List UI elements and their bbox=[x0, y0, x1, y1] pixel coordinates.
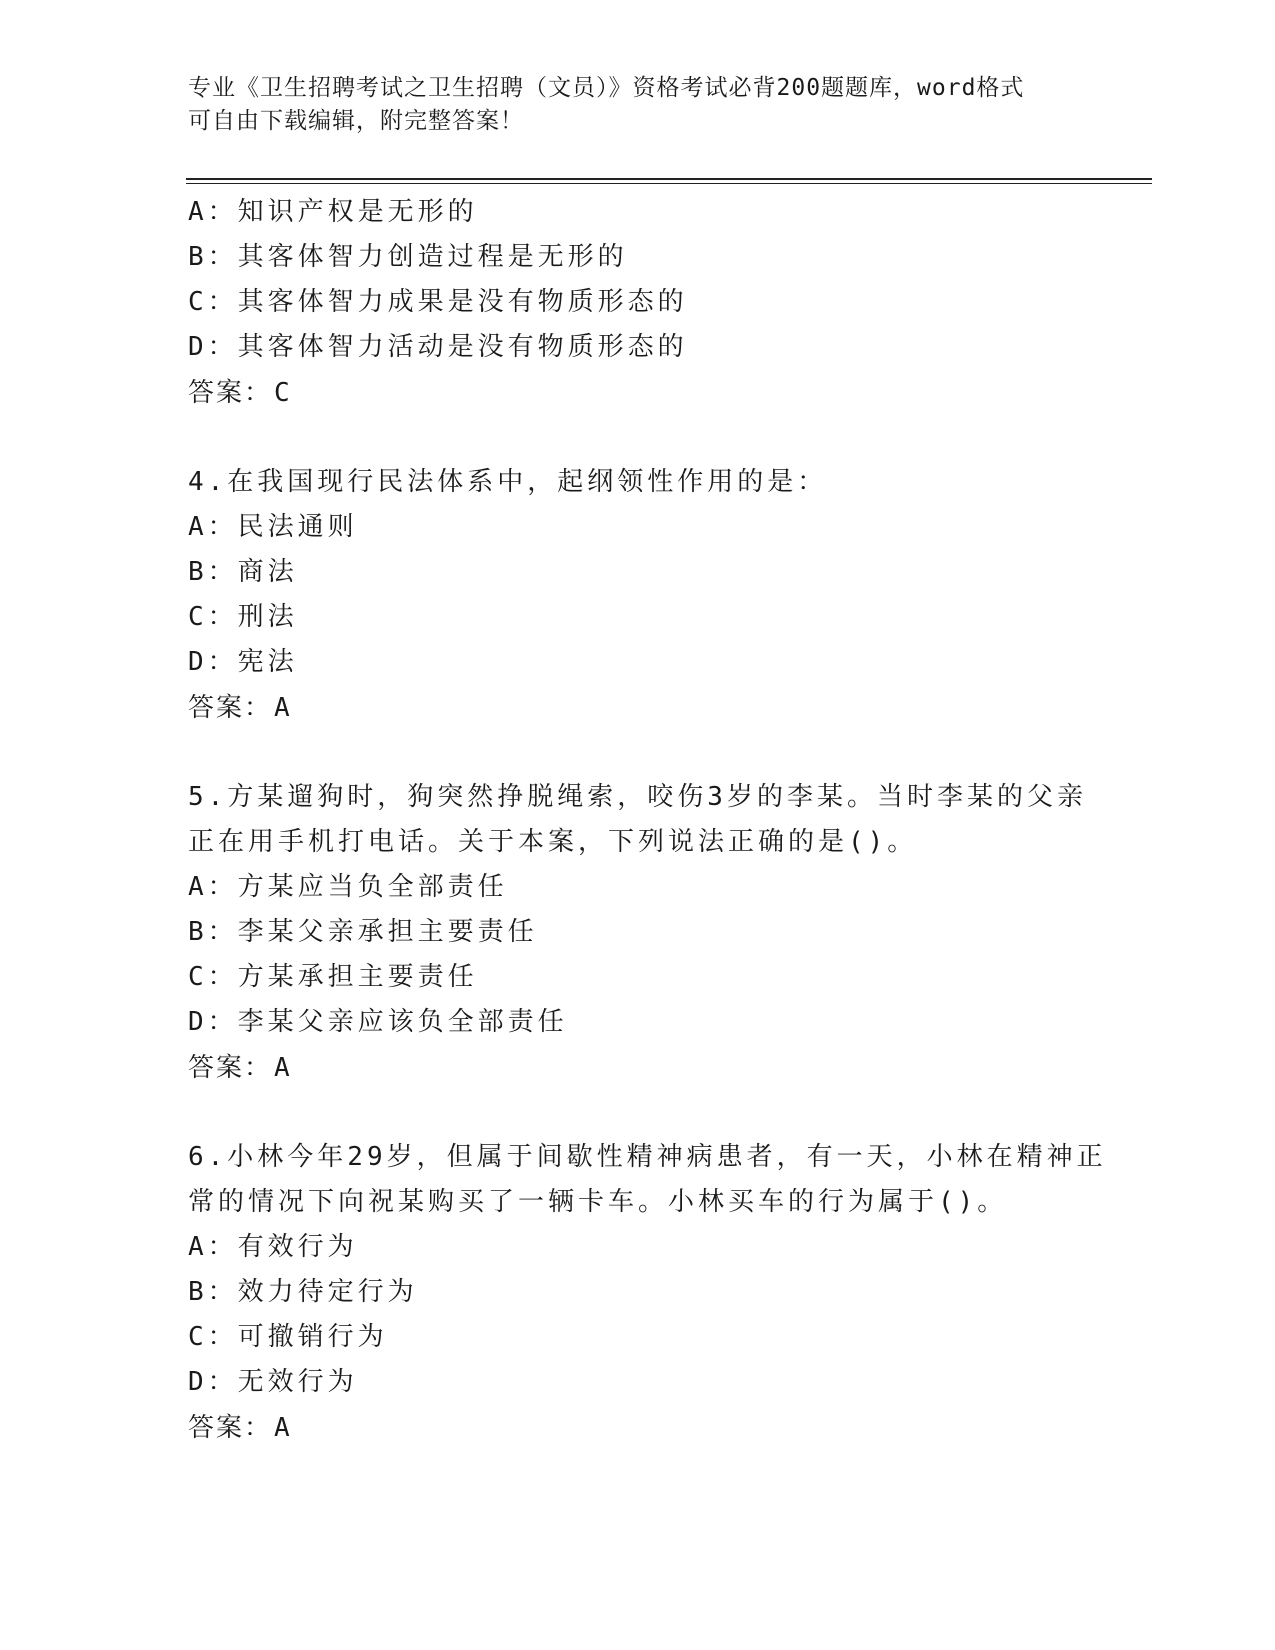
answer-label: 答案： bbox=[188, 378, 273, 408]
option-b: B：李某父亲承担主要责任 bbox=[188, 917, 538, 947]
header-divider-thin bbox=[186, 183, 1152, 184]
question-3 bbox=[188, 190, 1088, 416]
answer-line bbox=[188, 370, 1088, 416]
option-d: D：无效行为 bbox=[188, 1367, 358, 1397]
spacer bbox=[188, 1091, 1088, 1135]
option-a: A：民法通则 bbox=[188, 512, 358, 542]
answer-value: C bbox=[274, 378, 292, 408]
header-line-2: 可自由下载编辑，附完整答案！ bbox=[188, 108, 524, 134]
question-stem-line-1: 5.方某遛狗时，狗突然挣脱绳索，咬伤3岁的李某。当时李某的父亲 bbox=[188, 782, 1087, 812]
option-a: A：知识产权是无形的 bbox=[188, 197, 478, 227]
document-header bbox=[188, 72, 1078, 138]
option-a: A：方某应当负全部责任 bbox=[188, 872, 508, 902]
option-c: C：可撤销行为 bbox=[188, 1322, 388, 1352]
option-a: A：有效行为 bbox=[188, 1232, 358, 1262]
answer-value: A bbox=[274, 693, 292, 723]
option-d: D：宪法 bbox=[188, 647, 298, 677]
question-4 bbox=[188, 460, 1088, 731]
option-c: C：其客体智力成果是没有物质形态的 bbox=[188, 287, 688, 317]
question-list bbox=[188, 190, 1107, 1451]
option-d: D：李某父亲应该负全部责任 bbox=[188, 1007, 568, 1037]
answer-line bbox=[188, 1045, 1088, 1091]
answer-label: 答案： bbox=[188, 693, 273, 723]
answer-value: A bbox=[274, 1053, 292, 1083]
option-b: B：效力待定行为 bbox=[188, 1277, 418, 1307]
option-c: C：方某承担主要责任 bbox=[188, 962, 478, 992]
option-c: C：刑法 bbox=[188, 602, 298, 632]
header-divider-thick bbox=[186, 178, 1152, 180]
question-stem: 4.在我国现行民法体系中，起纲领性作用的是： bbox=[188, 467, 828, 497]
answer-line bbox=[188, 1405, 1088, 1451]
answer-value: A bbox=[274, 1413, 292, 1443]
question-5 bbox=[188, 775, 1088, 1091]
question-stem-line-2: 常的情况下向祝某购买了一辆卡车。小林买车的行为属于()。 bbox=[188, 1187, 1008, 1217]
option-b: B：其客体智力创造过程是无形的 bbox=[188, 242, 628, 272]
option-d: D：其客体智力活动是没有物质形态的 bbox=[188, 332, 688, 362]
answer-label: 答案： bbox=[188, 1053, 273, 1083]
option-b: B：商法 bbox=[188, 557, 298, 587]
header-line-1: 专业《卫生招聘考试之卫生招聘（文员）》资格考试必背200题题库，word格式 bbox=[188, 75, 1025, 101]
answer-label: 答案： bbox=[188, 1413, 273, 1443]
answer-line bbox=[188, 685, 1088, 731]
spacer bbox=[188, 416, 1088, 460]
question-stem-line-2: 正在用手机打电话。关于本案，下列说法正确的是()。 bbox=[188, 827, 918, 857]
question-6 bbox=[188, 1135, 1107, 1451]
spacer bbox=[188, 731, 1088, 775]
question-stem-line-1: 6.小林今年29岁，但属于间歇性精神病患者，有一天，小林在精神正 bbox=[188, 1142, 1107, 1172]
